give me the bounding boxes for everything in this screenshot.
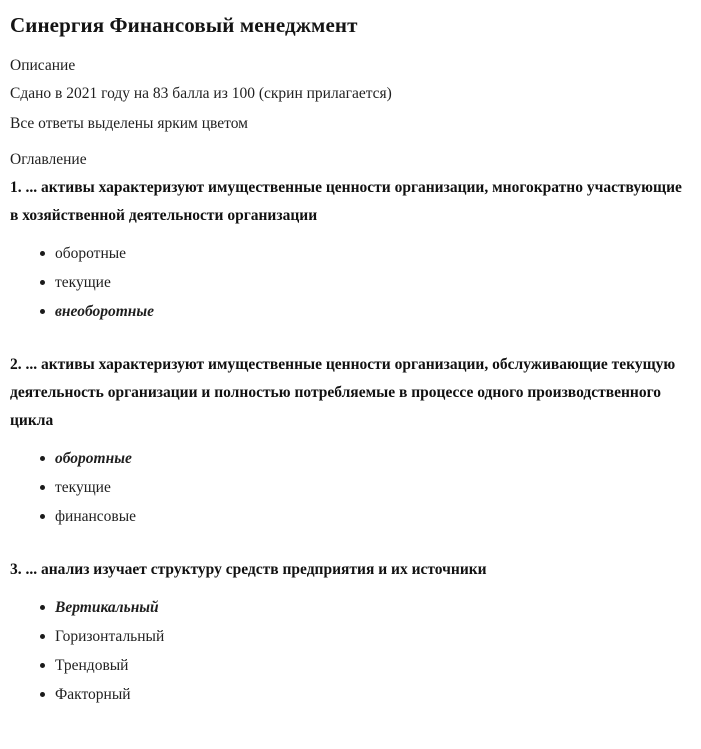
- bullet-icon: [40, 692, 45, 697]
- description-line-highlight-note: Все ответы выделены ярким цветом: [10, 115, 248, 132]
- list-item-answer[interactable]: [10, 444, 693, 473]
- bullet-icon: [40, 514, 45, 519]
- list-item[interactable]: [10, 651, 693, 680]
- option-label: внеоборотные: [55, 303, 155, 320]
- list-item[interactable]: [10, 502, 693, 531]
- option-label: оборотные: [55, 245, 127, 262]
- option-label: оборотные: [55, 450, 132, 467]
- contents-label: Оглавление: [10, 151, 87, 168]
- question-heading: 3. ... анализ изучает структуру средств предприятия и их источники: [10, 561, 487, 578]
- option-label: текущие: [55, 479, 111, 496]
- question-block-3: [10, 556, 693, 709]
- bullet-icon: [40, 663, 45, 668]
- bullet-icon: [40, 634, 45, 639]
- bullet-icon: [40, 251, 45, 256]
- description-line-score: Сдано в 2021 году на 83 балла из 100 (скрин прилагается): [10, 85, 392, 102]
- list-item[interactable]: [10, 473, 693, 502]
- bullet-icon: [40, 280, 45, 285]
- list-item[interactable]: [10, 622, 693, 651]
- options-list: [10, 444, 693, 531]
- option-label: Трендовый: [55, 657, 129, 674]
- list-item-answer[interactable]: [10, 297, 693, 326]
- bullet-icon: [40, 485, 45, 490]
- option-label: Факторный: [55, 686, 131, 703]
- question-block-2: [10, 351, 693, 531]
- description-label: Описание: [10, 57, 76, 74]
- bullet-icon: [40, 309, 45, 314]
- bullet-icon: [40, 605, 45, 610]
- option-label: Вертикальный: [55, 599, 159, 616]
- list-item-answer[interactable]: [10, 593, 693, 622]
- option-label: финансовые: [55, 508, 137, 525]
- list-item[interactable]: [10, 239, 693, 268]
- question-heading: 1. ... активы характеризуют имущественные ценности организации, многократно участвующие в хозяйственной деятельности организации: [10, 179, 682, 224]
- question-block-1: [10, 174, 693, 326]
- options-list: [10, 239, 693, 326]
- question-heading: 2. ... активы характеризуют имущественные ценности организации, обслуживающие текущую деятельность организации и полностью потребляемые в процессе одного производственного цикла: [10, 356, 676, 429]
- bullet-icon: [40, 456, 45, 461]
- option-label: Горизонтальный: [55, 628, 165, 645]
- list-item[interactable]: [10, 680, 693, 709]
- option-label: текущие: [55, 274, 111, 291]
- options-list: [10, 593, 693, 709]
- list-item[interactable]: [10, 268, 693, 297]
- page-title: Синергия Финансовый менеджмент: [10, 13, 358, 37]
